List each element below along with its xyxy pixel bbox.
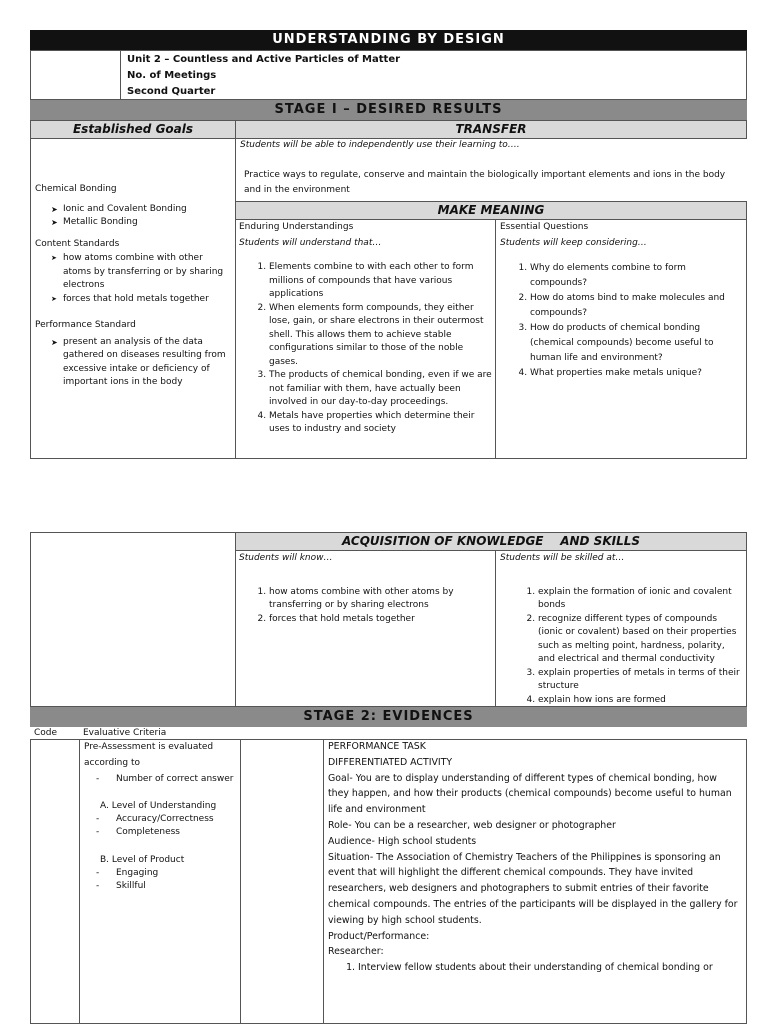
essential-cell (495, 219, 747, 459)
acquisition-left-cell (30, 532, 236, 707)
enduring-item: 2. When elements form compounds, they either lose, gain, or share electrons in their outermost shell. This allows them to achieve stable configurations similar to those of the noble gases. (269, 302, 492, 370)
transfer-intro: Students will be able to independently use their learning to…. (240, 140, 520, 150)
established-goals-header (30, 120, 236, 139)
level-product-label: B. Level of Product (100, 854, 185, 865)
know-intro: Students will know… (239, 553, 333, 563)
criteria-group3 (84, 867, 236, 894)
researcher-list (328, 960, 740, 976)
bonding-item: ➤ Ionic and Covalent Bonding (35, 203, 231, 217)
criteria-item: - Engaging (84, 867, 236, 881)
know-item: 2. forces that hold metals together (269, 613, 492, 627)
quarter-label: Second Quarter (127, 86, 216, 97)
content-standards-label: Content Standards (35, 238, 120, 249)
enduring-item: 3. The products of chemical bonding, even if we are not familiar with them, have actually been involved in our day-to-day proceedings. (269, 369, 492, 410)
make-meaning-header (235, 201, 747, 220)
know-item: 1. how atoms combine with other atoms by transferring or by sharing electrons (269, 586, 492, 613)
stage1-header (30, 100, 747, 120)
make-meaning-label: MAKE MEANING (437, 203, 545, 217)
meetings-label: No. of Meetings (127, 70, 217, 81)
performance-standard-list (35, 336, 231, 390)
stage2-title: STAGE 2: EVIDENCES (303, 709, 474, 724)
criteria-item: - Accuracy/Correctness (84, 813, 236, 827)
criteria-group1 (84, 772, 236, 788)
enduring-cell (235, 219, 496, 459)
criteria-label: Evaluative Criteria (83, 728, 167, 738)
skilled-item: 1. explain the formation of ionic and covalent bonds (538, 586, 742, 613)
content-standards-list (35, 252, 231, 306)
level-understanding-label: A. Level of Understanding (100, 800, 217, 811)
task-situation: Situation- The Association of Chemistry Teachers of the Philippines is sponsoring an event that will highlight the different chemical compounds. They have invited researchers, web designers and photographers to submit entries of their favorite chemical compounds. The entries of the participants will be displayed in the gallery for viewing by high school students. (328, 851, 738, 926)
title-bar (30, 30, 747, 50)
differentiated-label: DIFFERENTIATED ACTIVITY (328, 756, 453, 768)
enduring-list (239, 261, 492, 437)
unit-title: Unit 2 – Countless and Active Particles of Matter (127, 54, 401, 65)
essential-list (500, 261, 742, 381)
skilled-cell (495, 550, 747, 707)
stage1-title: STAGE I – DESIRED RESULTS (274, 102, 503, 117)
document-title: UNDERSTANDING BY DESIGN (272, 32, 505, 47)
enduring-label: Enduring Understandings (239, 222, 354, 232)
task-researcher: Researcher: (328, 946, 384, 958)
performance-standard-label: Performance Standard (35, 320, 136, 330)
task-goal: Goal- You are to display understanding of different types of chemical bonding, how they happen, and how their products (chemical compounds) become useful to human life and environment (328, 772, 732, 816)
enduring-item: 4. Metals have properties which determine their uses to industry and society (269, 410, 492, 437)
task-audience: Audience- High school students (328, 835, 477, 847)
skilled-item: 3. explain properties of metals in terms of their structure (538, 667, 742, 694)
task-role: Role- You can be a researcher, web designer or photographer (328, 819, 616, 831)
chemical-bonding-label: Chemical Bonding (35, 184, 117, 194)
researcher-item: 1. Interview fellow students about their understanding of chemical bonding or (358, 960, 740, 976)
goals-cell (30, 138, 236, 459)
essential-intro: Students will keep considering… (500, 237, 647, 248)
criteria-group2 (84, 813, 236, 840)
performance-standard-item: ➤ present an analysis of the data gathered on diseases resulting from excessive intake or deficiency of important ions in the body (35, 336, 231, 390)
criteria-item: - Completeness (84, 826, 236, 840)
essential-item: 3. How do products of chemical bonding (chemical compounds) become useful to human life and environment? (530, 321, 742, 366)
bonding-item: ➤ Metallic Bonding (35, 216, 231, 230)
criteria-item: - Skillful (84, 880, 236, 894)
acquisition-label: ACQUISITION OF KNOWLEDGE AND SKILLS (341, 534, 641, 548)
middle-divider (240, 739, 241, 1024)
essential-item: 4. What properties make metals unique? (530, 366, 742, 381)
transfer-label: TRANSFER (455, 122, 527, 136)
enduring-intro: Students will understand that… (239, 237, 382, 248)
transfer-header (235, 120, 747, 139)
content-standard-item: ➤ how atoms combine with other atoms by transferring or by sharing electrons (35, 252, 231, 293)
content-standard-item: ➤ forces that hold metals together (35, 293, 231, 307)
skilled-item: 2. recognize different types of compounds (ionic or covalent) based on their properties such as melting point, hardness, polarity, and electrical and thermal conductivity (538, 613, 742, 667)
enduring-item: 1. Elements combine to with each other to form millions of compounds that have various applications (269, 261, 492, 302)
criteria-item: - Number of correct answer (84, 772, 236, 788)
transfer-cell (236, 139, 746, 201)
essential-label: Essential Questions (500, 222, 589, 232)
performance-task-label: PERFORMANCE TASK (328, 741, 426, 752)
essential-item: 2. How do atoms bind to make molecules and compounds? (530, 291, 742, 321)
criteria-intro: Pre-Assessment is evaluated according to (84, 742, 214, 768)
acquisition-header (235, 532, 747, 551)
criteria-cell (80, 739, 240, 895)
bonding-list (35, 203, 231, 230)
transfer-text: Practice ways to regulate, conserve and maintain the biologically important elements and ions in the body and in the environment (244, 169, 726, 195)
code-label: Code (34, 728, 58, 738)
task-product: Product/Performance: (328, 930, 430, 942)
know-list (239, 586, 492, 627)
skilled-list (500, 586, 742, 708)
stage2-header (30, 707, 747, 727)
unit-info-cell (120, 50, 747, 100)
established-goals-label: Established Goals (72, 122, 194, 136)
essential-item: 1. Why do elements combine to form compounds? (530, 261, 742, 291)
skilled-intro: Students will be skilled at… (500, 553, 625, 563)
task-cell (324, 739, 744, 976)
know-cell (235, 550, 496, 707)
skilled-item: 4. explain how ions are formed (538, 694, 742, 708)
